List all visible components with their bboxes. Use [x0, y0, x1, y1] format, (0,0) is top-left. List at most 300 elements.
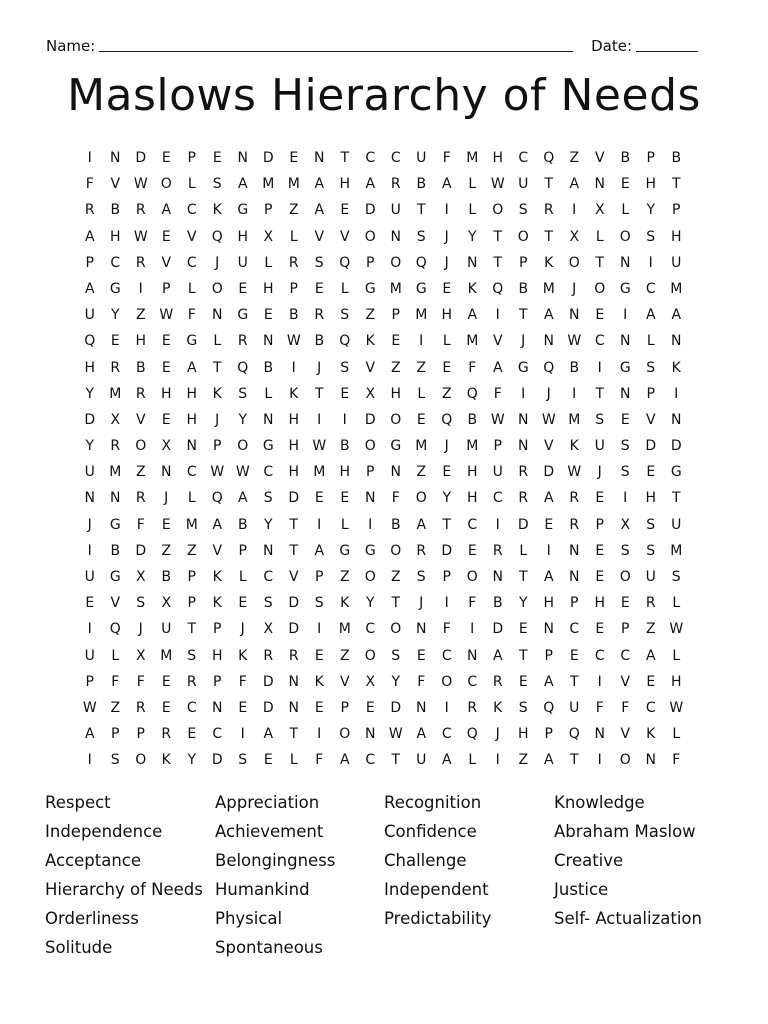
- grid-cell[interactable]: P: [213, 621, 222, 638]
- grid-cell[interactable]: T: [493, 254, 503, 271]
- grid-cell[interactable]: V: [620, 726, 631, 743]
- grid-cell[interactable]: Q: [237, 359, 249, 376]
- grid-cell[interactable]: R: [135, 699, 146, 716]
- grid-cell[interactable]: U: [390, 202, 401, 219]
- grid-cell[interactable]: B: [339, 438, 350, 455]
- grid-cell[interactable]: R: [390, 176, 401, 193]
- grid-cell[interactable]: P: [264, 202, 273, 219]
- grid-cell[interactable]: U: [84, 647, 95, 664]
- grid-cell[interactable]: P: [289, 280, 298, 297]
- grid-cell[interactable]: E: [161, 228, 171, 245]
- grid-cell[interactable]: G: [517, 359, 529, 376]
- grid-cell[interactable]: L: [417, 385, 426, 402]
- grid-cell[interactable]: H: [645, 490, 657, 507]
- grid-cell[interactable]: N: [594, 176, 605, 193]
- grid-cell[interactable]: N: [186, 438, 197, 455]
- grid-cell[interactable]: Y: [85, 438, 95, 455]
- grid-cell[interactable]: G: [390, 438, 402, 455]
- grid-cell[interactable]: B: [569, 359, 580, 376]
- grid-cell[interactable]: L: [442, 333, 451, 350]
- grid-cell[interactable]: N: [543, 621, 554, 638]
- grid-cell[interactable]: R: [135, 254, 146, 271]
- grid-cell[interactable]: Z: [186, 542, 197, 559]
- grid-cell[interactable]: C: [186, 202, 197, 219]
- grid-cell[interactable]: K: [646, 726, 656, 743]
- grid-cell[interactable]: D: [135, 150, 147, 166]
- grid-cell[interactable]: E: [161, 359, 171, 376]
- grid-cell[interactable]: N: [620, 333, 631, 350]
- grid-cell[interactable]: S: [518, 699, 528, 716]
- grid-cell[interactable]: U: [569, 699, 580, 716]
- grid-cell[interactable]: L: [264, 385, 273, 402]
- grid-cell[interactable]: Z: [288, 202, 299, 219]
- grid-cell[interactable]: N: [569, 307, 580, 324]
- grid-cell[interactable]: P: [646, 150, 655, 166]
- grid-cell[interactable]: D: [645, 438, 657, 455]
- grid-cell[interactable]: B: [492, 595, 503, 612]
- grid-cell[interactable]: E: [620, 595, 630, 612]
- grid-cell[interactable]: E: [314, 647, 324, 664]
- grid-cell[interactable]: Z: [390, 359, 401, 376]
- grid-cell[interactable]: E: [595, 490, 605, 507]
- grid-cell[interactable]: P: [187, 569, 196, 585]
- grid-cell[interactable]: N: [620, 385, 631, 402]
- grid-cell[interactable]: L: [621, 202, 630, 219]
- grid-cell[interactable]: A: [543, 752, 554, 769]
- grid-cell[interactable]: A: [569, 176, 580, 193]
- grid-cell[interactable]: P: [442, 569, 451, 585]
- grid-cell[interactable]: F: [85, 176, 94, 193]
- grid-cell[interactable]: N: [365, 726, 376, 743]
- grid-cell[interactable]: D: [288, 595, 300, 612]
- grid-cell[interactable]: Z: [339, 647, 350, 664]
- grid-cell[interactable]: Z: [645, 621, 656, 638]
- grid-cell[interactable]: E: [314, 490, 324, 507]
- grid-cell[interactable]: A: [237, 176, 248, 193]
- grid-cell[interactable]: B: [161, 569, 172, 585]
- grid-cell[interactable]: S: [187, 647, 197, 664]
- grid-cell[interactable]: Q: [415, 254, 427, 271]
- grid-cell[interactable]: P: [238, 542, 247, 559]
- grid-cell[interactable]: K: [569, 438, 579, 455]
- grid-cell[interactable]: O: [619, 752, 631, 769]
- grid-cell[interactable]: S: [595, 411, 605, 428]
- grid-cell[interactable]: T: [518, 647, 528, 664]
- grid-cell[interactable]: B: [110, 202, 121, 219]
- grid-cell[interactable]: W: [490, 411, 505, 428]
- grid-cell[interactable]: V: [620, 673, 631, 690]
- grid-cell[interactable]: H: [186, 385, 198, 402]
- grid-cell[interactable]: H: [186, 411, 198, 428]
- grid-cell[interactable]: Y: [391, 673, 401, 690]
- grid-cell[interactable]: H: [594, 595, 606, 612]
- grid-cell[interactable]: X: [365, 673, 376, 690]
- grid-cell[interactable]: F: [442, 150, 451, 166]
- grid-cell[interactable]: E: [263, 752, 273, 769]
- grid-cell[interactable]: F: [315, 752, 324, 769]
- grid-cell[interactable]: T: [391, 752, 401, 769]
- grid-cell[interactable]: E: [442, 464, 452, 481]
- grid-cell[interactable]: X: [263, 621, 274, 638]
- grid-cell[interactable]: V: [365, 359, 376, 376]
- grid-cell[interactable]: H: [492, 150, 504, 166]
- grid-cell[interactable]: B: [416, 176, 427, 193]
- grid-cell[interactable]: L: [264, 254, 273, 271]
- grid-cell[interactable]: J: [317, 359, 322, 376]
- grid-cell[interactable]: P: [391, 307, 400, 324]
- grid-cell[interactable]: T: [314, 385, 324, 402]
- grid-cell[interactable]: G: [237, 307, 249, 324]
- grid-cell[interactable]: I: [521, 385, 526, 402]
- grid-cell[interactable]: L: [519, 542, 528, 559]
- grid-cell[interactable]: P: [672, 202, 681, 219]
- grid-cell[interactable]: H: [288, 464, 300, 481]
- grid-cell[interactable]: I: [317, 516, 322, 533]
- grid-cell[interactable]: N: [288, 673, 299, 690]
- grid-cell[interactable]: W: [133, 228, 148, 245]
- grid-cell[interactable]: O: [441, 673, 453, 690]
- grid-cell[interactable]: D: [441, 542, 453, 559]
- grid-cell[interactable]: R: [416, 542, 427, 559]
- grid-cell[interactable]: T: [416, 202, 426, 219]
- grid-cell[interactable]: Q: [466, 385, 478, 402]
- grid-cell[interactable]: L: [187, 490, 196, 507]
- grid-cell[interactable]: I: [648, 254, 653, 271]
- grid-cell[interactable]: M: [262, 176, 275, 193]
- grid-cell[interactable]: U: [671, 254, 682, 271]
- grid-cell[interactable]: A: [314, 542, 325, 559]
- grid-cell[interactable]: V: [594, 150, 605, 166]
- grid-cell[interactable]: D: [390, 699, 402, 716]
- grid-cell[interactable]: R: [84, 202, 95, 219]
- grid-cell[interactable]: P: [162, 280, 171, 297]
- grid-cell[interactable]: Q: [339, 333, 351, 350]
- name-blank[interactable]: [99, 37, 573, 52]
- grid-cell[interactable]: D: [288, 621, 300, 638]
- grid-cell[interactable]: S: [620, 542, 630, 559]
- grid-cell[interactable]: K: [212, 595, 222, 612]
- grid-cell[interactable]: I: [444, 595, 449, 612]
- grid-cell[interactable]: I: [342, 411, 347, 428]
- grid-cell[interactable]: G: [670, 464, 682, 481]
- date-blank[interactable]: [636, 37, 698, 52]
- grid-cell[interactable]: H: [109, 228, 121, 245]
- grid-cell[interactable]: V: [645, 411, 656, 428]
- grid-cell[interactable]: T: [671, 176, 681, 193]
- grid-cell[interactable]: C: [186, 464, 197, 481]
- grid-cell[interactable]: E: [340, 490, 350, 507]
- grid-cell[interactable]: S: [416, 569, 426, 585]
- grid-cell[interactable]: V: [339, 673, 350, 690]
- grid-cell[interactable]: Q: [543, 359, 555, 376]
- grid-cell[interactable]: J: [572, 280, 577, 297]
- grid-cell[interactable]: Z: [518, 752, 529, 769]
- grid-cell[interactable]: M: [389, 280, 402, 297]
- grid-cell[interactable]: N: [390, 464, 401, 481]
- grid-cell[interactable]: A: [84, 228, 95, 245]
- grid-cell[interactable]: F: [672, 752, 681, 769]
- grid-cell[interactable]: K: [289, 385, 299, 402]
- grid-cell[interactable]: T: [442, 516, 452, 533]
- grid-cell[interactable]: K: [671, 359, 681, 376]
- grid-cell[interactable]: R: [518, 490, 529, 507]
- grid-cell[interactable]: W: [82, 699, 97, 716]
- grid-cell[interactable]: X: [135, 569, 146, 585]
- grid-cell[interactable]: I: [87, 621, 92, 638]
- grid-cell[interactable]: E: [595, 542, 605, 559]
- grid-cell[interactable]: Q: [211, 228, 223, 245]
- grid-cell[interactable]: J: [87, 516, 92, 533]
- grid-cell[interactable]: N: [288, 699, 299, 716]
- grid-cell[interactable]: I: [623, 490, 628, 507]
- grid-cell[interactable]: O: [594, 280, 606, 297]
- grid-cell[interactable]: A: [416, 516, 427, 533]
- grid-cell[interactable]: H: [237, 228, 249, 245]
- grid-cell[interactable]: A: [416, 726, 427, 743]
- grid-cell[interactable]: B: [288, 307, 299, 324]
- grid-cell[interactable]: Y: [442, 490, 452, 507]
- grid-cell[interactable]: C: [365, 150, 376, 166]
- grid-cell[interactable]: R: [135, 490, 146, 507]
- grid-cell[interactable]: L: [468, 752, 477, 769]
- grid-cell[interactable]: E: [289, 150, 299, 166]
- grid-cell[interactable]: K: [340, 595, 350, 612]
- grid-cell[interactable]: V: [339, 228, 350, 245]
- grid-cell[interactable]: B: [671, 150, 682, 166]
- grid-cell[interactable]: I: [597, 673, 602, 690]
- grid-cell[interactable]: T: [289, 516, 299, 533]
- grid-cell[interactable]: U: [237, 254, 248, 271]
- grid-cell[interactable]: I: [317, 726, 322, 743]
- grid-cell[interactable]: V: [314, 228, 325, 245]
- grid-cell[interactable]: S: [263, 595, 273, 612]
- grid-cell[interactable]: H: [135, 333, 147, 350]
- grid-cell[interactable]: N: [416, 621, 427, 638]
- grid-cell[interactable]: C: [390, 150, 401, 166]
- grid-cell[interactable]: X: [135, 647, 146, 664]
- grid-cell[interactable]: A: [237, 490, 248, 507]
- grid-cell[interactable]: R: [110, 359, 121, 376]
- grid-cell[interactable]: N: [416, 699, 427, 716]
- grid-cell[interactable]: M: [109, 464, 122, 481]
- grid-cell[interactable]: W: [669, 621, 684, 638]
- grid-cell[interactable]: N: [645, 752, 656, 769]
- grid-cell[interactable]: H: [517, 726, 529, 743]
- grid-cell[interactable]: L: [646, 333, 655, 350]
- grid-cell[interactable]: I: [597, 359, 602, 376]
- grid-cell[interactable]: A: [365, 176, 376, 193]
- grid-cell[interactable]: Z: [390, 569, 401, 585]
- grid-cell[interactable]: K: [212, 385, 222, 402]
- grid-cell[interactable]: O: [237, 438, 249, 455]
- grid-cell[interactable]: P: [85, 254, 94, 271]
- grid-cell[interactable]: S: [340, 307, 350, 324]
- grid-cell[interactable]: T: [518, 569, 528, 585]
- grid-cell[interactable]: R: [288, 254, 299, 271]
- grid-cell[interactable]: B: [135, 359, 146, 376]
- grid-cell[interactable]: F: [595, 699, 604, 716]
- grid-cell[interactable]: R: [288, 647, 299, 664]
- grid-cell[interactable]: A: [263, 726, 274, 743]
- grid-cell[interactable]: T: [544, 228, 554, 245]
- grid-cell[interactable]: T: [187, 621, 197, 638]
- grid-cell[interactable]: C: [212, 726, 223, 743]
- grid-cell[interactable]: O: [339, 726, 351, 743]
- grid-cell[interactable]: A: [339, 752, 350, 769]
- grid-cell[interactable]: I: [87, 752, 92, 769]
- grid-cell[interactable]: U: [84, 569, 95, 585]
- grid-cell[interactable]: S: [263, 490, 273, 507]
- grid-cell[interactable]: C: [467, 673, 478, 690]
- grid-cell[interactable]: E: [161, 673, 171, 690]
- grid-cell[interactable]: F: [493, 385, 502, 402]
- grid-cell[interactable]: M: [670, 280, 683, 297]
- grid-cell[interactable]: G: [109, 569, 121, 585]
- grid-cell[interactable]: Y: [467, 228, 477, 245]
- grid-cell[interactable]: H: [670, 673, 682, 690]
- grid-cell[interactable]: M: [466, 150, 479, 166]
- grid-cell[interactable]: I: [572, 202, 577, 219]
- grid-cell[interactable]: B: [620, 150, 631, 166]
- grid-cell[interactable]: R: [161, 726, 172, 743]
- grid-cell[interactable]: G: [262, 438, 274, 455]
- grid-cell[interactable]: J: [444, 254, 449, 271]
- grid-cell[interactable]: E: [161, 150, 171, 166]
- grid-cell[interactable]: G: [415, 280, 427, 297]
- grid-cell[interactable]: H: [466, 464, 478, 481]
- grid-cell[interactable]: E: [263, 307, 273, 324]
- grid-cell[interactable]: F: [187, 307, 196, 324]
- grid-cell[interactable]: X: [161, 595, 172, 612]
- grid-cell[interactable]: L: [289, 228, 298, 245]
- grid-cell[interactable]: I: [597, 752, 602, 769]
- grid-cell[interactable]: I: [419, 333, 424, 350]
- grid-cell[interactable]: W: [235, 464, 250, 481]
- grid-cell[interactable]: G: [619, 359, 631, 376]
- grid-cell[interactable]: V: [492, 333, 503, 350]
- grid-cell[interactable]: A: [441, 176, 452, 193]
- grid-cell[interactable]: A: [492, 647, 503, 664]
- grid-cell[interactable]: L: [672, 595, 681, 612]
- grid-cell[interactable]: E: [365, 699, 375, 716]
- grid-cell[interactable]: A: [543, 673, 554, 690]
- grid-cell[interactable]: O: [415, 490, 427, 507]
- grid-cell[interactable]: N: [237, 150, 248, 166]
- grid-cell[interactable]: C: [645, 280, 656, 297]
- grid-cell[interactable]: L: [213, 333, 222, 350]
- grid-cell[interactable]: M: [160, 647, 173, 664]
- grid-cell[interactable]: A: [186, 359, 197, 376]
- grid-cell[interactable]: G: [109, 516, 121, 533]
- grid-cell[interactable]: J: [164, 490, 169, 507]
- grid-cell[interactable]: N: [543, 333, 554, 350]
- grid-cell[interactable]: I: [495, 752, 500, 769]
- grid-cell[interactable]: H: [288, 438, 300, 455]
- grid-cell[interactable]: E: [595, 569, 605, 585]
- grid-cell[interactable]: V: [110, 176, 121, 193]
- grid-cell[interactable]: S: [620, 464, 630, 481]
- grid-cell[interactable]: O: [390, 411, 402, 428]
- grid-cell[interactable]: N: [110, 150, 121, 166]
- grid-cell[interactable]: C: [467, 516, 478, 533]
- grid-cell[interactable]: S: [416, 228, 426, 245]
- grid-cell[interactable]: P: [136, 726, 145, 743]
- grid-cell[interactable]: O: [492, 202, 504, 219]
- grid-cell[interactable]: O: [390, 254, 402, 271]
- grid-cell[interactable]: Z: [569, 150, 580, 166]
- grid-cell[interactable]: N: [620, 254, 631, 271]
- grid-cell[interactable]: R: [467, 699, 478, 716]
- grid-cell[interactable]: R: [135, 385, 146, 402]
- grid-cell[interactable]: E: [238, 280, 248, 297]
- grid-cell[interactable]: N: [467, 647, 478, 664]
- grid-cell[interactable]: E: [442, 359, 452, 376]
- grid-cell[interactable]: W: [159, 307, 174, 324]
- grid-cell[interactable]: E: [595, 621, 605, 638]
- grid-cell[interactable]: E: [340, 202, 350, 219]
- grid-cell[interactable]: U: [161, 621, 172, 638]
- grid-cell[interactable]: A: [314, 202, 325, 219]
- grid-cell[interactable]: Q: [543, 699, 555, 716]
- grid-cell[interactable]: N: [518, 438, 529, 455]
- grid-cell[interactable]: O: [364, 228, 376, 245]
- grid-cell[interactable]: I: [291, 359, 296, 376]
- grid-cell[interactable]: A: [161, 202, 172, 219]
- grid-cell[interactable]: T: [544, 176, 554, 193]
- grid-cell[interactable]: T: [671, 490, 681, 507]
- grid-cell[interactable]: C: [441, 647, 452, 664]
- grid-cell[interactable]: Z: [441, 385, 452, 402]
- grid-cell[interactable]: S: [646, 359, 656, 376]
- grid-cell[interactable]: A: [543, 307, 554, 324]
- grid-cell[interactable]: W: [210, 464, 225, 481]
- grid-cell[interactable]: W: [388, 726, 403, 743]
- grid-cell[interactable]: D: [262, 150, 274, 166]
- grid-cell[interactable]: F: [136, 516, 145, 533]
- grid-cell[interactable]: E: [187, 726, 197, 743]
- grid-cell[interactable]: M: [415, 307, 428, 324]
- grid-cell[interactable]: M: [542, 280, 555, 297]
- grid-cell[interactable]: Y: [263, 516, 273, 533]
- grid-cell[interactable]: E: [646, 673, 656, 690]
- grid-cell[interactable]: K: [365, 333, 375, 350]
- grid-cell[interactable]: M: [466, 438, 479, 455]
- grid-cell[interactable]: W: [133, 176, 148, 193]
- grid-cell[interactable]: L: [468, 176, 477, 193]
- grid-cell[interactable]: M: [313, 464, 326, 481]
- grid-cell[interactable]: W: [567, 464, 582, 481]
- grid-cell[interactable]: E: [161, 411, 171, 428]
- grid-cell[interactable]: N: [263, 542, 274, 559]
- grid-cell[interactable]: L: [289, 752, 298, 769]
- grid-cell[interactable]: J: [521, 333, 526, 350]
- grid-cell[interactable]: R: [263, 647, 274, 664]
- grid-cell[interactable]: W: [669, 699, 684, 716]
- grid-cell[interactable]: Z: [365, 307, 376, 324]
- grid-cell[interactable]: E: [544, 516, 554, 533]
- grid-cell[interactable]: I: [240, 726, 245, 743]
- grid-cell[interactable]: E: [161, 516, 171, 533]
- grid-cell[interactable]: E: [467, 542, 477, 559]
- grid-cell[interactable]: T: [289, 726, 299, 743]
- grid-cell[interactable]: Q: [339, 254, 351, 271]
- grid-cell[interactable]: Q: [466, 726, 478, 743]
- grid-cell[interactable]: V: [110, 595, 121, 612]
- grid-cell[interactable]: H: [339, 464, 351, 481]
- grid-cell[interactable]: I: [674, 385, 679, 402]
- grid-cell[interactable]: J: [240, 621, 245, 638]
- grid-cell[interactable]: N: [518, 411, 529, 428]
